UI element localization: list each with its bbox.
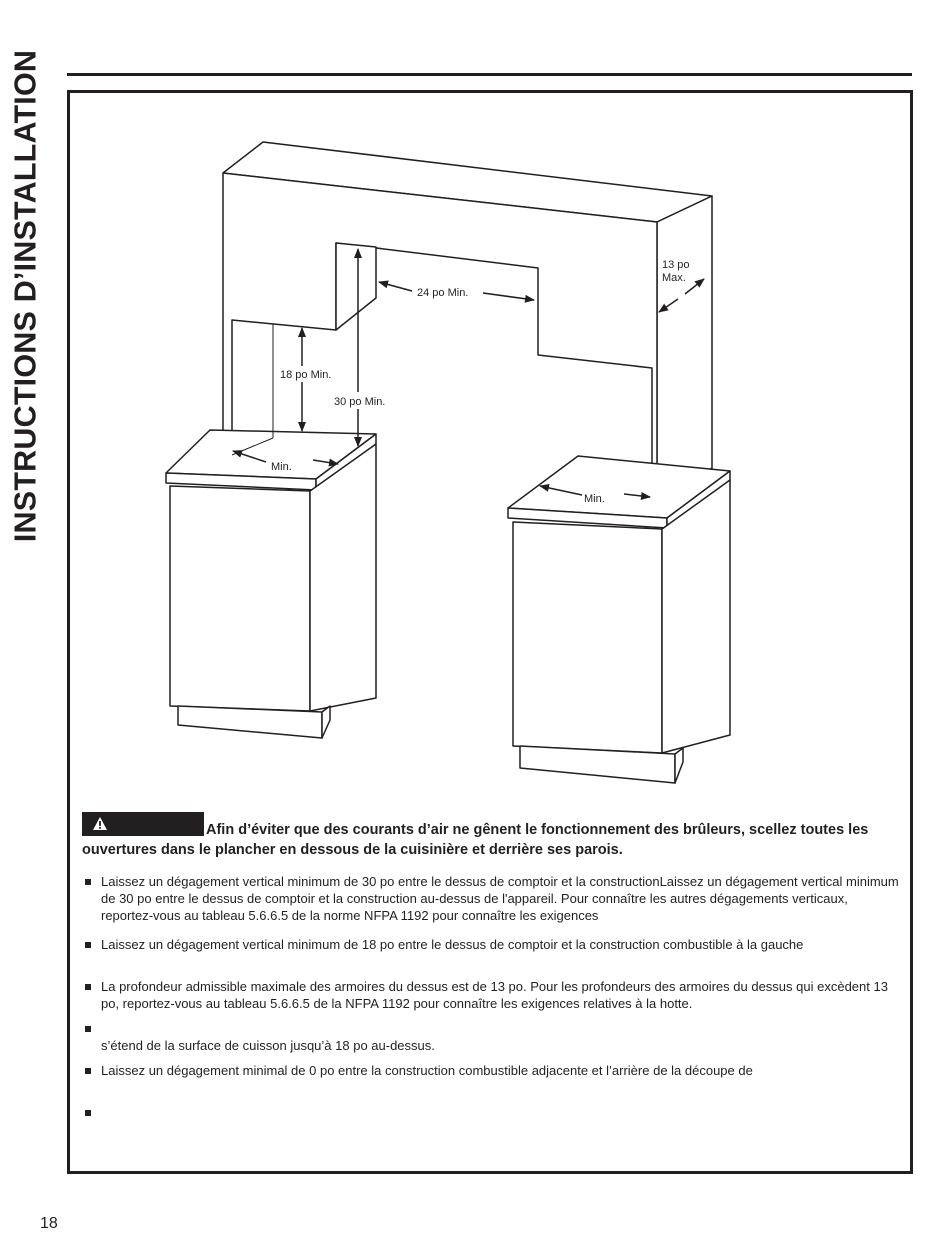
dim-min-right-label: Min.	[584, 493, 605, 505]
upper-cabinet-right-end	[657, 196, 712, 500]
list-item	[84, 873, 900, 936]
list-item-text: Laissez un dégagement minimal de 0 po entre la construction combustible adjacente et l’arrière de la découpe de	[101, 1063, 753, 1078]
list-item-text: La profondeur admissible maximale des armoires du dessus est de 13 po. Pour les profondeurs des armoires du dessus qui excèdent 13 po, reportez-vous au tableau 5.6.6.5 de la NFPA 1192 pour connaître les exigences relatives à la hotte.	[101, 979, 888, 1011]
page-number: 18	[40, 1215, 58, 1232]
dim-min-left-label: Min.	[271, 461, 292, 473]
side-title-text: INSTRUCTIONS D’INSTALLATION	[8, 49, 43, 543]
right-cabinet-front	[513, 522, 662, 753]
list-item	[84, 1062, 900, 1104]
list-item	[84, 936, 900, 978]
list-item-text: Laissez un dégagement vertical minimum de 18 po entre le dessus de comptoir et la construction combustible à la gauche	[101, 937, 804, 952]
right-cabinet-side	[662, 480, 730, 753]
warning-triangle-icon	[92, 816, 108, 831]
instruction-list	[84, 873, 900, 1124]
left-cabinet-kick	[178, 706, 322, 738]
left-cabinet-front	[170, 486, 310, 711]
warning-badge	[82, 812, 204, 836]
dim-18po-label: 18 po Min.	[280, 369, 332, 381]
dim-13po-label: 13 po	[662, 259, 690, 271]
dim-13po-max-label: Max.	[662, 272, 686, 284]
list-item-text: s’étend de la surface de cuisson jusqu’à 18 po au-dessus.	[101, 1038, 435, 1053]
left-cabinet-side	[310, 444, 376, 711]
warning-text: Afin d’éviter que des courants d’air ne gênent le fonctionnement des brûleurs, scellez toutes les ouvertures dans le plancher en dessous de la cuisinière et derrière ses parois.	[82, 822, 869, 858]
dim-24po-label: 24 po Min.	[417, 287, 469, 299]
upper-cabinet-opening-left-wall	[336, 243, 376, 330]
list-item	[84, 1020, 900, 1062]
dim-30po-label: 30 po Min.	[334, 396, 386, 408]
list-item-text: Laissez un dégagement vertical minimum de 30 po entre le dessus de comptoir et la constructionLaissez un dégagement vertical minimum de 30 po entre le dessus de comptoir et la construction au-dessus de l'appareil. Pour connaître les autres dégagements verticaux, reportez-vous au tableau 5.6.6.5 de la norme NFPA 1192 pour connaître les exigences	[101, 874, 899, 923]
dim-24po-arrow	[379, 282, 412, 291]
list-item	[84, 978, 900, 1020]
warning-block	[82, 812, 882, 860]
list-item	[84, 1104, 900, 1124]
